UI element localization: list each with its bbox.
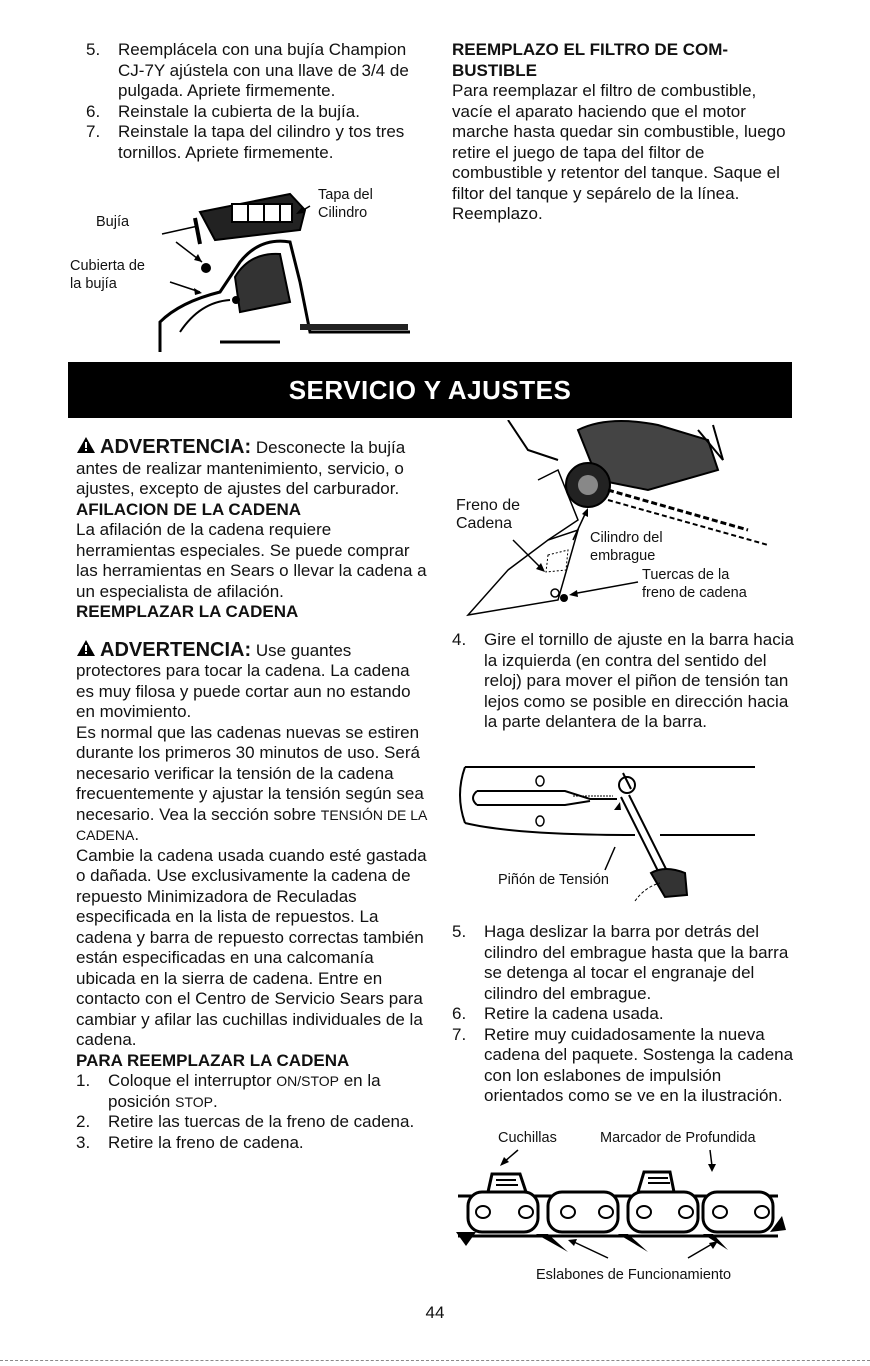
para-reemplazar-heading: PARA REEMPLAZAR LA CADENA	[76, 1050, 350, 1070]
label-tuercas-1: Tuercas de la	[642, 567, 730, 583]
warning-triangle-icon	[76, 639, 96, 657]
fuel-filter-body: Para reemplazar el filtro de combustible, vacíe el aparato haciendo que el motor marche hasta quedar sin combustible, luego retire el juego de tapa del filtor de combustible y retentor del tanque. Saque el filtor del tanque y sepárelo de la línea. Reemplazo.	[452, 81, 786, 223]
page-number: 44	[425, 1303, 445, 1322]
fuel-filter-heading-2: BUSTIBLE	[452, 60, 537, 80]
step-item: 7. Reinstale la tapa del cilindro y tos tres tornillos. Apriete firmemente.	[86, 122, 405, 162]
label-bujia: Bujía	[96, 214, 130, 230]
label-freno-1: Freno de	[456, 497, 521, 514]
warning-text: Use guantes protectores para tocar la cadena. La cadena es muy filosa y puede cortar aun no estando en movimiento.	[76, 640, 411, 721]
step-item: 4. Gire el tornillo de ajuste en la barra hacia la izquierda (en contra del sentido del reloj) para mover el piñon de tensión tan lejos como se posible en dirección hacia la parte delantera de la barra.	[452, 630, 794, 731]
step-item: 5. Reemplácela con una bujía Champion CJ-7Y ajústela con una llave de 3/4 de pulgada. Apriete firmemente.	[86, 40, 409, 100]
section-banner: SERVICIO Y AJUSTES	[68, 362, 792, 418]
label-marcador: Marcador de Profundida	[600, 1130, 756, 1146]
label-tapa-cilindro-2: Cilindro	[318, 205, 368, 221]
chain-links-illustration	[448, 1146, 788, 1268]
label-cilindro-1: Cilindro del	[590, 530, 663, 546]
label-eslabones: Eslabones de Funcionamiento	[536, 1267, 732, 1283]
label-cuchillas: Cuchillas	[498, 1130, 557, 1146]
label-cubierta-1: Cubierta de	[70, 258, 145, 274]
bottom-divider	[0, 1360, 870, 1361]
label-tapa-cilindro-1: Tapa del	[318, 187, 373, 203]
right-steps-b	[452, 922, 797, 1107]
fuel-filter-heading-1: REEMPLAZO EL FILTRO DE COM-	[452, 40, 729, 59]
right-steps-a	[452, 630, 797, 733]
step-item: 2. Retire las tuercas de la freno de cadena.	[76, 1112, 415, 1131]
warning-disconnect	[76, 436, 428, 500]
step-item: 5. Haga deslizar la barra por detrás del cilindro del embrague hasta que la barra se detenga al tocar el engranaje del cilindro del embrague.	[452, 922, 789, 1003]
label-pinon-tension: Piñón de Tensión	[498, 872, 609, 888]
warning-triangle-icon	[76, 436, 96, 454]
spark-plug-illustration	[140, 182, 410, 352]
label-cubierta-2: la bujía	[70, 276, 117, 292]
label-cilindro-2: embrague	[590, 548, 656, 564]
step-item: 1. Coloque el interruptor ON/STOP en la posición STOP.	[76, 1071, 381, 1111]
afilacion-body: La afilación de la cadena requiere herramientas especiales. Se puede comprar las herramientas en Sears o llevar la cadena a un especialista de afilación.	[76, 520, 427, 601]
warning-text: Desconecte la bujía antes de realizar mantenimiento, servicio, o ajustes, excepto de ajustes del carburador.	[76, 438, 406, 498]
label-freno-2: Cadena	[456, 515, 513, 532]
replace-chain-body: Cambie la cadena usada cuando esté gastada o dañada. Use exclusivamente la cadena de repuesto Minimizadora de Reculadas especificada en la lista de repuestos. La cadena y barra de repuesto correctas también están especificadas en una calcomanía ubicada en la sierra de cadena. Entre en contacto con el Centro de Servicio Sears para cambiar y afilar las cuchillas individuales de la cadena.	[76, 845, 427, 1049]
warning-title: ADVERTENCIA:	[100, 638, 252, 661]
step-item: 7. Retire muy cuidadosamente la nueva cadena del paquete. Sostenga la cadena con lon eslabones de impulsión orientados como se ve en la ilustración.	[452, 1024, 794, 1105]
fuel-filter-section	[452, 40, 797, 225]
spark-plug-steps	[86, 40, 426, 163]
reemplazar-heading: REEMPLAZAR LA CADENA	[76, 602, 299, 621]
left-column	[76, 436, 428, 1153]
normal-stretch-body: Es normal que las cadenas nuevas se estiren durante los primeros 30 minutos de uso. Será necesario verificar la tensión de la cadena frecuentemente y ajustar la tensión según sea necesario. Vea la sección sobre TENSIÓN DE LA CADENA.	[76, 722, 427, 844]
step-item: 6. Reinstale la cubierta de la bujía.	[86, 101, 360, 121]
warning-title: ADVERTENCIA:	[100, 436, 252, 458]
warning-gloves	[76, 639, 428, 723]
step-item: 3. Retire la freno de cadena.	[76, 1132, 304, 1152]
replace-steps	[76, 1071, 428, 1153]
afilacion-heading: AFILACION DE LA CADENA	[76, 499, 302, 519]
label-tuercas-2: freno de cadena	[642, 585, 747, 601]
step-item: 6. Retire la cadena usada.	[452, 1004, 664, 1023]
